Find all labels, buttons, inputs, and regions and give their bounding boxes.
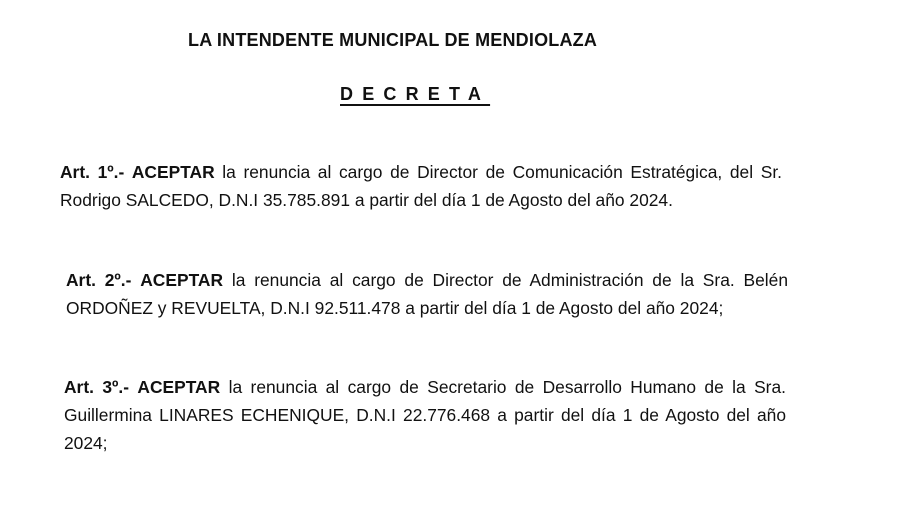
article-3-text: la renuncia al cargo de Secretario de Desarrollo Humano de la Sra. Guillermina LINARES ECHENIQUE, D.N.I 22.776.468 a partir del día 1 de Agosto del año 2024; <box>64 377 786 453</box>
article-2-text: la renuncia al cargo de Director de Administración de la Sra. Belén ORDOÑEZ y REVUELTA, D.N.I 92.511.478 a partir del día 1 de Agosto del año 2024; <box>66 270 788 318</box>
decreta-title: DECRETA <box>340 84 491 104</box>
article-3 <box>64 373 786 457</box>
article-2-label: Art. 2º.- <box>66 270 132 290</box>
article-2-verb: ACEPTAR <box>140 270 224 290</box>
article-3-label: Art. 3º.- <box>64 377 129 397</box>
article-1-verb: ACEPTAR <box>131 162 215 182</box>
article-3-verb: ACEPTAR <box>137 377 221 397</box>
article-1 <box>60 158 782 214</box>
article-1-text: la renuncia al cargo de Director de Comunicación Estratégica, del Sr. Rodrigo SALCEDO, D.N.I 35.785.891 a partir del día 1 de Agosto del año 2024. <box>60 162 782 210</box>
article-1-label: Art. 1º.- <box>60 162 125 182</box>
article-2 <box>66 266 788 322</box>
document-heading: LA INTENDENTE MUNICIPAL DE MENDIOLAZA <box>188 30 598 50</box>
